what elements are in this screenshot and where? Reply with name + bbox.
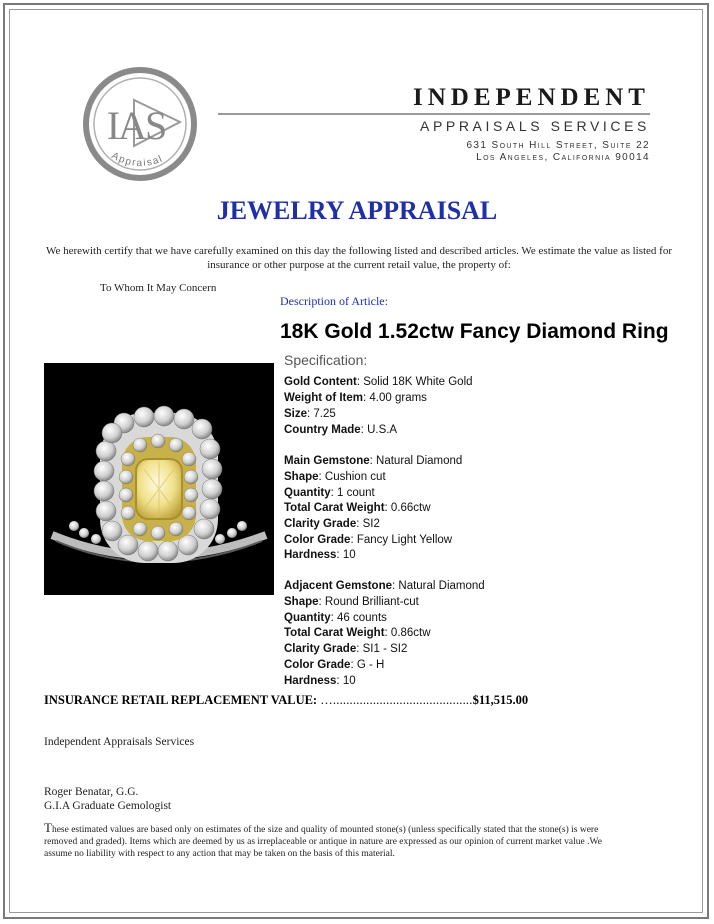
svg-text:IAS: IAS: [106, 103, 166, 148]
spec-line: [284, 408, 336, 420]
spec-line: [284, 471, 386, 483]
spec-value: Fancy Light Yellow: [356, 534, 453, 546]
spec-value: 0.86ctw: [390, 627, 431, 639]
spec-separator: :: [356, 376, 364, 388]
spec-label: Clarity Grade: [284, 518, 357, 530]
spec-line: [284, 627, 431, 639]
spec-separator: :: [369, 455, 377, 467]
address-line-1: 631 South Hill Street, Suite 22: [466, 140, 650, 151]
spec-label: Color Grade: [284, 659, 351, 671]
spec-separator: :: [384, 627, 391, 639]
spec-label: Quantity: [284, 487, 331, 499]
spec-line: [284, 376, 473, 388]
valuation-amount: $11,515.00: [472, 693, 529, 707]
footer-company: Independent Appraisals Services: [44, 736, 195, 748]
spec-label: Adjacent Gemstone: [284, 580, 392, 592]
disclaimer-text: hese estimated values are based only on estimates of the size and quality of mounted stone(s) (unless specifically stated that the stone(s) is were removed and graded). Items which are deemed by us as irreplaceable or antique in nature are expressed as our opinion of current market value .We assume no liability with respect to any action that may be taken on the basis of this material.: [44, 825, 602, 859]
spec-label: Main Gemstone: [284, 455, 370, 467]
ias-logo: [76, 66, 204, 184]
spec-value: Cushion cut: [324, 471, 386, 483]
spec-label: Shape: [284, 596, 319, 608]
document-title: JEWELRY APPRAISAL: [216, 196, 498, 225]
spec-separator: :: [360, 424, 368, 436]
spec-value: SI1 - SI2: [362, 643, 408, 655]
spec-label: Total Carat Weight: [284, 502, 385, 514]
spec-separator: :: [330, 612, 338, 624]
spec-separator: :: [336, 549, 343, 561]
spec-label: Hardness: [284, 549, 337, 561]
spec-line: [284, 392, 427, 404]
spec-value: 1 count: [337, 487, 375, 499]
item-title: 18K Gold 1.52ctw Fancy Diamond Ring: [280, 320, 669, 343]
company-subtitle: APPRAISALS SERVICES: [420, 118, 650, 134]
spec-separator: :: [350, 659, 357, 671]
spec-value: 7.25: [313, 408, 336, 420]
spec-line: [284, 675, 356, 687]
spec-line: [284, 580, 485, 592]
spec-line: [284, 455, 462, 467]
spec-separator: :: [318, 471, 325, 483]
signer-name: Roger Benatar, G.G.: [44, 786, 139, 798]
spec-separator: :: [307, 408, 314, 420]
spec-value: U.S.A: [367, 424, 398, 436]
spec-value: 46 counts: [337, 612, 387, 624]
spec-value: G - H: [356, 659, 385, 671]
spec-separator: :: [384, 502, 391, 514]
spec-separator: :: [318, 596, 325, 608]
spec-value: Natural Diamond: [376, 455, 463, 467]
disclaimer-first-letter: T: [44, 820, 52, 835]
spec-value: 10: [342, 549, 356, 561]
certification-text: We herewith certify that we have carefully examined on this day the following listed and described articles. We estimate the value as listed for insurance or other purpose at the current retail value, the property of:: [45, 245, 673, 271]
svg-text:Appraisal: Appraisal: [109, 150, 165, 170]
spec-line: [284, 659, 384, 671]
spec-label: Weight of Item: [284, 392, 364, 404]
spec-value: SI2: [362, 518, 380, 530]
spec-separator: :: [363, 392, 370, 404]
spec-line: [284, 596, 419, 608]
spec-value: 10: [342, 675, 356, 687]
spec-separator: :: [336, 675, 343, 687]
spec-label: Clarity Grade: [284, 643, 357, 655]
spec-label: Quantity: [284, 612, 331, 624]
spec-label: Color Grade: [284, 534, 351, 546]
spec-value: Solid 18K White Gold: [363, 376, 473, 388]
header-rule: [218, 113, 650, 115]
company-name: INDEPENDENT: [413, 84, 650, 111]
valuation-label: INSURANCE RETAIL REPLACEMENT VALUE:: [44, 693, 318, 707]
spec-line: [284, 534, 452, 546]
spec-label: Total Carat Weight: [284, 627, 385, 639]
spec-value: Round Brilliant-cut: [324, 596, 419, 608]
spec-label: Country Made: [284, 424, 361, 436]
recipient: To Whom It May Concern: [100, 282, 217, 294]
specification-label: Specification:: [284, 352, 368, 368]
spec-label: Hardness: [284, 675, 337, 687]
valuation-dots: …..........................................: [320, 693, 473, 707]
spec-label: Gold Content: [284, 376, 357, 388]
spec-separator: :: [392, 580, 399, 592]
disclaimer: [44, 822, 604, 860]
spec-line: [284, 424, 397, 436]
address-line-2: Los Angeles, California 90014: [476, 152, 650, 163]
spec-separator: :: [356, 518, 363, 530]
ring-photo: [44, 363, 274, 595]
signer-title: G.I.A Graduate Gemologist: [44, 800, 172, 812]
spec-line: [284, 502, 431, 514]
spec-line: [284, 487, 375, 499]
spec-line: [284, 549, 356, 561]
description-label: Description of Article:: [280, 294, 388, 308]
spec-line: [284, 643, 407, 655]
spec-value: 4.00 grams: [369, 392, 427, 404]
spec-separator: :: [350, 534, 357, 546]
spec-label: Shape: [284, 471, 319, 483]
spec-separator: :: [330, 487, 338, 499]
spec-line: [284, 612, 387, 624]
spec-label: Size: [284, 408, 308, 420]
spec-line: [284, 518, 380, 530]
spec-value: Natural Diamond: [398, 580, 485, 592]
spec-separator: :: [356, 643, 363, 655]
valuation-row: [44, 693, 528, 708]
spec-value: 0.66ctw: [390, 502, 431, 514]
